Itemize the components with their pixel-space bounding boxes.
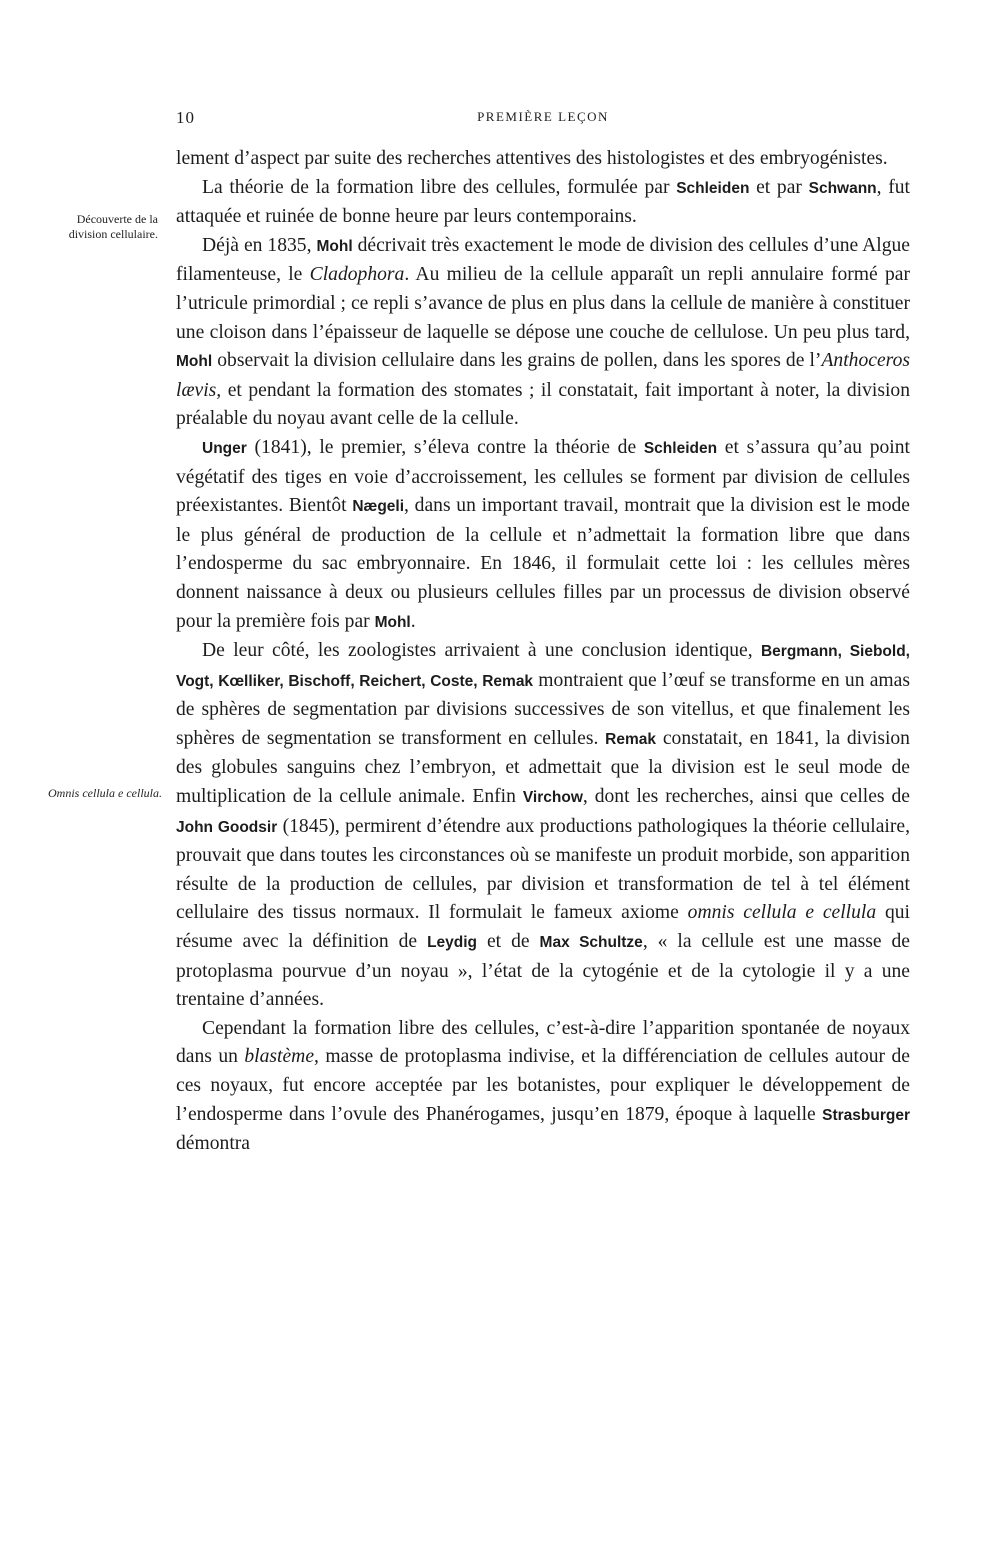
- text-run: et s’assura qu’au point végétatif des tiges en voie d’accroissement, les cellules se forment par division de cellules préexistantes. Bientôt: [176, 436, 910, 517]
- author-name: Leydig: [427, 934, 478, 952]
- text-run: qui résume avec la définition de: [176, 902, 910, 953]
- text-run: , dont les recherches, ainsi que celles de: [582, 786, 910, 808]
- paragraph: [176, 637, 910, 1015]
- page-header: [176, 108, 910, 132]
- author-name: Strasburger: [822, 1106, 910, 1124]
- author-name: Mohl: [176, 353, 213, 371]
- text-run: lement d’aspect par suite des recherches attentives des histologistes et des embryogénistes.: [176, 148, 888, 169]
- text-run: Cependant la formation libre des cellules, c’est-à-dire l’apparition spontanée de noyaux dans un: [176, 1017, 910, 1068]
- text-run: constatait, en 1841, la division des globules sanguins chez l’embryon, et admettait que la division est le seul mode de multiplication de la cellule animale. Enfin: [176, 727, 910, 808]
- text-run: (1845), permirent d’étendre aux productions pathologiques la théorie cellulaire, prouvait que dans toutes les circonstances où se manifeste un produit morbide, son apparition résulte de la production de cellules, par division et transformation de tel à tel élément cellulaire des tissus normaux. Il formulait le fameux axiome: [176, 815, 910, 924]
- author-name: Nægeli: [352, 498, 405, 516]
- text-run: , « la cellule est une masse de protoplasma pourvue d’un noyau », l’état de la cytogénie et de la cytologie il y a une trentaine d’années.: [176, 931, 910, 1011]
- author-name: Mohl: [374, 613, 411, 631]
- running-head: PREMIÈRE LEÇON: [477, 109, 609, 124]
- author-name: Bergmann, Siebold, Vogt, Kœlliker, Bischoff, Reichert, Coste, Remak: [176, 643, 910, 690]
- margin-note-omnis-cellula: Omnis cellula e cellula.: [48, 786, 162, 800]
- text-run: et de: [477, 931, 540, 953]
- author-name: Schleiden: [643, 439, 718, 457]
- body-text: [176, 145, 910, 1159]
- text-run: La théorie de la formation libre des cellules, formulée par: [202, 176, 677, 198]
- text-run: . Au milieu de la cellule apparaît un repli annulaire formé par l’utricule primordial ; ce repli s’avance de plus en plus dans la cellule de manière à constituer une cloison dans l’épaisseur de laquelle se dépose une couche de cellulose. Un peu plus tard,: [176, 264, 910, 343]
- italic-term: omnis cellula e cellula: [687, 902, 877, 924]
- italic-term: Anthoceros lævis,: [176, 350, 910, 401]
- paragraph: [176, 174, 910, 232]
- text-run: , masse de protoplasma indivise, et la différenciation de cellules autour de ces noyaux, fut encore acceptée par les botanistes, pour expliquer le développement de l’endosperme dans l’ovule des Phanérogames, jusqu’en 1879, époque à laquelle: [176, 1046, 910, 1125]
- text-run: , fut attaquée et ruinée de bonne heure par leurs contemporains.: [176, 176, 910, 228]
- text-run: .: [410, 610, 416, 632]
- author-name: Unger: [202, 439, 247, 457]
- author-name: John Goodsir: [176, 818, 278, 836]
- author-name: Max Schultze: [539, 934, 643, 952]
- text-run: observait la division cellulaire dans les grains de pollen, dans les spores de l’: [212, 350, 822, 372]
- italic-term: Cladophora: [309, 264, 405, 286]
- text-run: (1841), le premier, s’éleva contre la théorie de: [246, 436, 644, 458]
- text-run: , dans un important travail, montrait que la division est le mode le plus général de production de la cellule et n’admettait la formation libre que dans l’endosperme du sac embryonnaire. En 1846, il formulait cette loi : les cellules mères donnent naissance à deux ou plusieurs cellules filles par un processus de division observé pour la première fois par: [176, 495, 910, 632]
- page-number: 10: [176, 108, 195, 127]
- author-name: Remak: [605, 730, 657, 748]
- text-run: et pendant la formation des stomates ; il constatait, fait important à noter, la division préalable du noyau avant celle de la cellule.: [176, 379, 910, 430]
- author-name: Schwann: [808, 179, 877, 197]
- text-run: montraient que l’œuf se transforme en un amas de sphères de segmentation par divisions successives de son vitellus, et que finalement les sphères de segmentation se transforment en cellules.: [176, 669, 910, 749]
- text-run: De leur côté, les zoologistes arrivaient à une conclusion identique,: [202, 640, 761, 662]
- paragraph: [176, 232, 910, 434]
- author-name: Schleiden: [676, 179, 750, 197]
- text-run: démontra: [176, 1133, 250, 1155]
- author-name: Mohl: [316, 237, 353, 255]
- paragraph: [176, 145, 910, 174]
- margin-note-division-discovery: Découverte de la division cellulaire.: [68, 212, 158, 241]
- paragraph: [176, 1015, 910, 1159]
- text-run: décrivait très exactement le mode de division des cellules d’une Algue filamenteuse, le: [176, 234, 911, 286]
- text-run: et par: [749, 176, 809, 198]
- paragraph: [176, 434, 910, 637]
- author-name: Virchow: [522, 789, 583, 807]
- text-run: Déjà en 1835,: [202, 234, 317, 256]
- italic-term: blastème: [244, 1046, 315, 1068]
